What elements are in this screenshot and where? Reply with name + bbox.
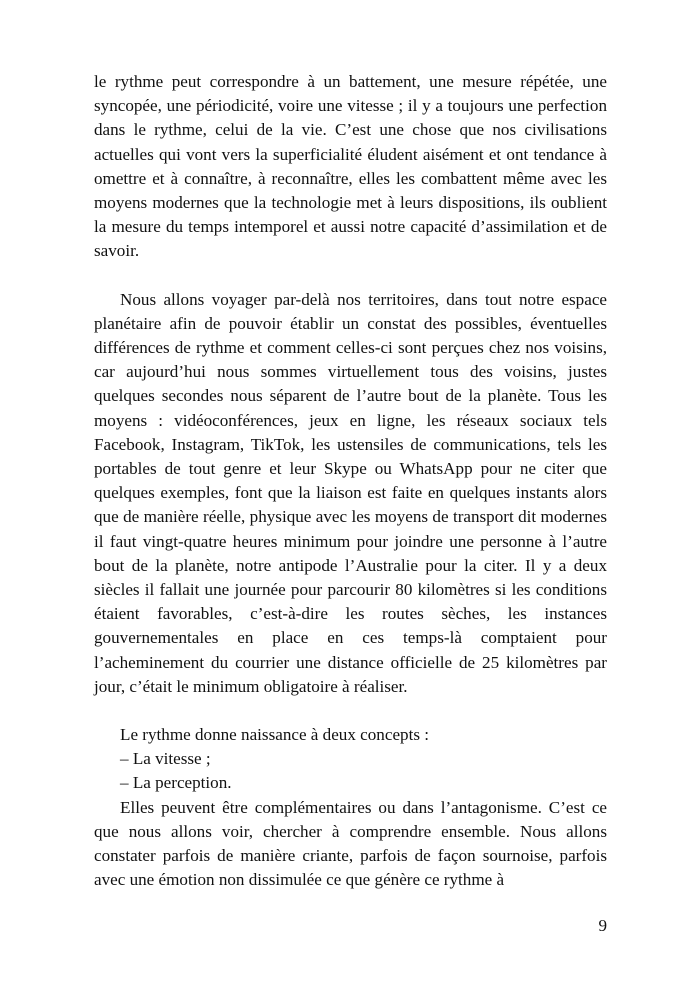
- paragraph-travel-territories: Nous allons voyager par-delà nos territoires, dans tout notre espace planétaire afin de pouvoir établir un constat des possibles, éventuelles différences de rythme et comment celles-ci sont perçues chez nos voisins, car aujourd’hui nous sommes virtuellement tous des voisins, justes quelques secondes nous séparent de l’autre bout de la planète. Tous les moyens : vidéoconférences, jeux en ligne, les réseaux sociaux tels Facebook, Instagram, TikTok, les ustensiles de communications, tels les portables de tout genre et leur Skype ou WhatsApp pour ne citer que quelques exemples, font que la liaison est faite en quelques instants alors que de manière réelle, physique avec les moyens de transport dit modernes il faut vingt-quatre heures minimum pour joindre une personne à l’autre bout de la planète, notre antipode l’Australie pour la citer. Il y a deux siècles il fallait une journée pour parcourir 80 kilomètres si les conditions étaient favorables, c’est-à-dire les routes sèches, les instances gouvernementales en place en ces temps-là comptaient pour l’acheminement du courrier une distance officielle de 25 kilomètres par jour, c’était le minimum obligatoire à réaliser.: [94, 289, 607, 696]
- list-item-vitesse: – La vitesse ;: [120, 749, 211, 769]
- paragraph-complementaires: Elles peuvent être complémentaires ou dans l’antagonisme. C’est ce que nous allons voir, chercher à comprendre ensemble. Nous allons constater parfois de manière criante, parfois de façon sournoise, parfois avec une émotion non dissimulée ce que génère ce rythme à: [94, 797, 607, 890]
- list-item-perception: – La perception.: [120, 773, 232, 793]
- paragraph-spacer: [94, 699, 607, 723]
- paragraph-spacer: [94, 264, 607, 288]
- body-text-column: [94, 70, 607, 893]
- list-intro-line: Le rythme donne naissance à deux concepts :: [120, 725, 429, 745]
- page-number: 9: [598, 916, 607, 935]
- paragraph-rhythm-definition: le rythme peut correspondre à un battement, une mesure répétée, une syncopée, une périodicité, voire une vitesse ; il y a toujours une perfection dans le rythme, celui de la vie. C’est une chose que nos civilisations actuelles qui vont vers la superficialité éludent aisément et ont tendance à omettre et à connaître, à reconnaître, elles les combattent même avec les moyens modernes que la technologie met à leurs dispositions, ils oublient la mesure du temps intemporel et aussi notre capacité d’assimilation et de savoir.: [94, 72, 607, 261]
